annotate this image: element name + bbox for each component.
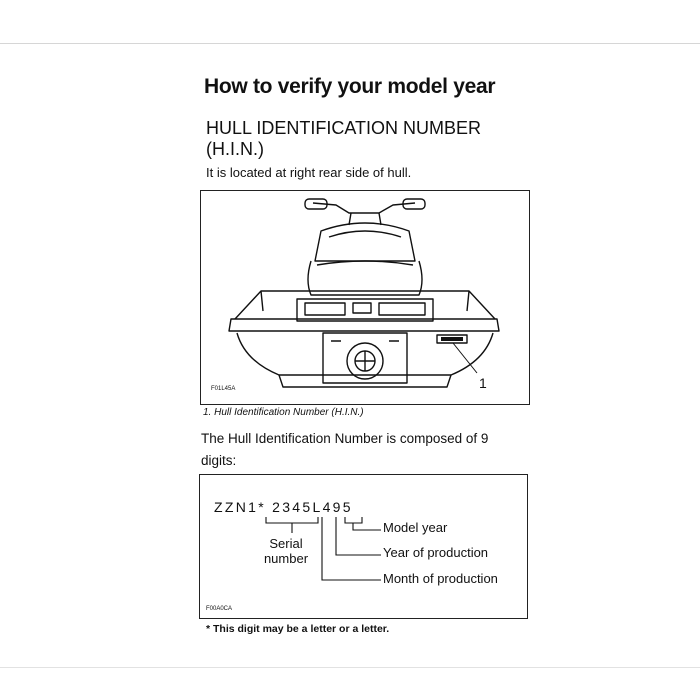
serial-number-label: Serial number [263,536,309,566]
callout-number: 1 [479,375,487,391]
figure-code: F00A0CA [206,606,233,612]
model-year-label: Model year [383,520,448,535]
hin-code: ZZN1* 2345L495 [214,499,353,515]
page-title: How to verify your model year [204,75,496,98]
top-divider [0,43,700,44]
bottom-divider [0,667,700,668]
figure-code: F01L45A [211,386,236,392]
location-text: It is located at right rear side of hull. [206,165,412,180]
watercraft-illustration [200,190,530,405]
hin-breakdown-diagram [199,474,528,619]
year-of-production-label: Year of production [383,545,489,560]
hin-description: The Hull Identification Number is composed of 9 digits: [201,431,489,468]
watercraft-drawing [201,191,529,404]
month-of-production-label: Month of production [383,571,498,586]
figure-caption: 1. Hull Identification Number (H.I.N.) [203,407,364,418]
footnote: * This digit may be a letter or a letter. [206,623,390,635]
section-heading: HULL IDENTIFICATION NUMBER (H.I.N.) [206,118,482,159]
